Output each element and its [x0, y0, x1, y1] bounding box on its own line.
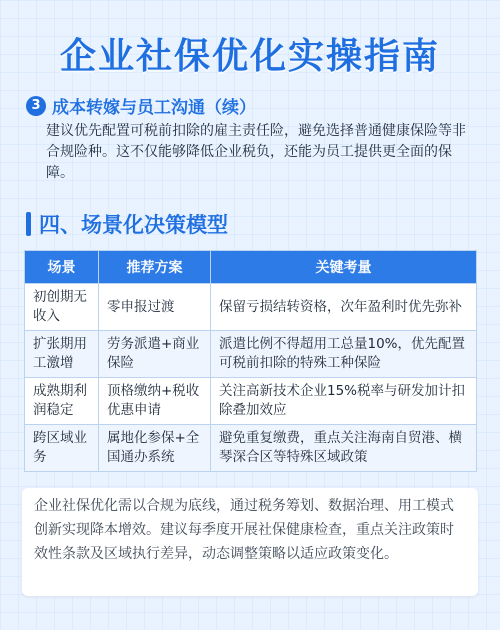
table-header-row [25, 251, 477, 284]
table-cell-scenario: 跨区域业务 [25, 425, 99, 472]
section-3-heading [26, 93, 256, 118]
section-4-heading [26, 209, 228, 239]
summary-note-box [22, 488, 478, 596]
table-cell-consideration: 避免重复缴费，重点关注海南自贸港、横琴深合区等特殊区域政策 [211, 425, 477, 472]
table-cell-scenario: 扩张期用工激增 [25, 331, 99, 378]
table-row [25, 425, 477, 472]
summary-note-text: 企业社保优化需以合规为底线，通过税务筹划、数据治理、用工模式创新实现降本增效。建议每季度开展社保健康检查，重点关注政策时效性条款及区域执行差异，动态调整策略以适应政策变化。 [34, 498, 454, 562]
section-4-heading-text: 四、场景化决策模型 [39, 213, 228, 237]
table-header-cell: 关键考量 [211, 251, 477, 284]
table-cell-plan: 属地化参保+全国通办系统 [99, 425, 211, 472]
table-row [25, 378, 477, 425]
decision-table-container [24, 250, 476, 472]
table-cell-plan: 顶格缴纳+税收优惠申请 [99, 378, 211, 425]
number-badge: 3 [26, 96, 46, 116]
table-cell-plan: 零申报过渡 [99, 284, 211, 331]
section-3-body: 建议优先配置可税前扣除的雇主责任险，避免选择普通健康保险等非合规险种。这不仅能够降低企业税负，还能为员工提供更全面的保障。 [46, 123, 466, 181]
table-cell-plan: 劳务派遣+商业保险 [99, 331, 211, 378]
table-cell-consideration: 派遣比例不得超用工总量10%，优先配置可税前扣除的特殊工种保险 [211, 331, 477, 378]
table-row [25, 331, 477, 378]
table-cell-scenario: 初创期无收入 [25, 284, 99, 331]
table-cell-consideration: 关注高新技术企业15%税率与研发加计扣除叠加效应 [211, 378, 477, 425]
table-header-cell: 场景 [25, 251, 99, 284]
page-title: 企业社保优化实操指南 [59, 36, 440, 77]
section-3-heading-text: 成本转嫁与员工沟通（续） [52, 98, 256, 118]
table-row [25, 284, 477, 331]
table-cell-consideration: 保留亏损结转资格，次年盈利时优先弥补 [211, 284, 477, 331]
table-header-cell: 推荐方案 [99, 251, 211, 284]
section-accent-bar [26, 212, 31, 236]
decision-table [24, 250, 477, 472]
table-cell-scenario: 成熟期利润稳定 [25, 378, 99, 425]
